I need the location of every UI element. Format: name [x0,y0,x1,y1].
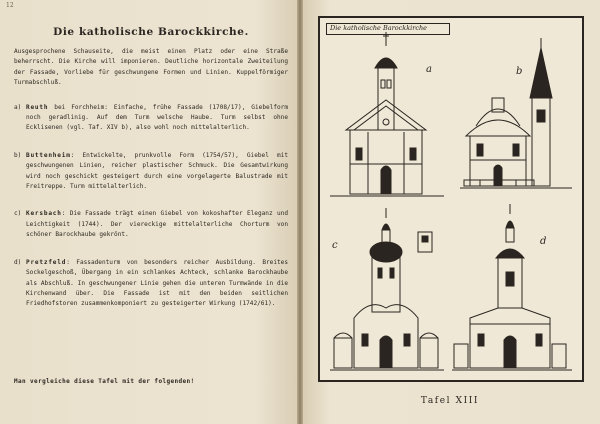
entry-label: a) [14,103,22,111]
entry-pretzfeld [14,258,288,310]
drawing-label-c: c [332,240,338,251]
entry-kersbach [14,209,288,240]
entry-description: bei Forchheim: Einfache, frühe Fassade (1708/17), Giebelform noch geradlinig. Auf dem Turm welsche Haube. Turm selbst ohne Ecklisenen (vgl. Taf. XIV b), also wohl noch mittelalterlich. [26,103,288,132]
entry-text [26,258,288,310]
entry-description: : Entwickelte, prunkvolle Form (1754/57), Giebel mit geschwungenen Linien, reicher plastischer Schmuck. Die Gesamtwirkung wird noch geschickt gesteigert durch eine vorgelagerte Balustrade mit Freitreppe. Turm mittelalterlich. [26,151,288,191]
entry-place: Reuth [26,103,49,111]
page-number: 12 [6,2,14,9]
intro-paragraph: Ausgesprochene Schauseite, die meist einen Platz oder eine Straße beherrscht. Die Kirche will imponieren. Deutliche horizontale Zweiteilung der Fassade, Vorliebe für geschwungene Formen und Linien. Kuppelförmiger Turmabschluß. [14,48,288,87]
entry-text [26,209,288,240]
plate-caption: Tafel XIII [420,396,480,406]
church-b-buttenheim [464,38,552,186]
plate-frame [318,16,584,382]
plate-header-text: Die katholische Barockkirche [330,24,428,32]
entry-reuth [14,103,288,134]
entry-label: b) [14,151,22,159]
entry-buttenheim [14,151,288,193]
entry-place: Buttenheim [26,151,71,159]
page-title: Die katholische Barockkirche. [53,26,249,38]
drawing-label-b: b [516,66,523,77]
entry-place: Pretzfeld [26,258,67,266]
church-a-reuth [346,32,426,194]
entry-label: c) [14,210,22,218]
entry-text [26,103,288,134]
drawing-label-d: d [540,236,547,247]
right-page [300,0,600,424]
footer-note: Man vergleiche diese Tafel mit der folgenden! [14,378,195,385]
entry-description: : Fassadenturm von besonders reicher Ausbildung. Breites Sockelgeschoß, Übergang in ein schlankes Achteck, schlanke Barockhaube als Abschluß. In geschwungener Linie gehen die unteren Turmwände in die Kirchenwand über. Die Fassade ist mit den beiden seitlichen Friedhofstoren zusammenkomponiert zu gesteigerter Wirkung (1742/61). [26,258,288,308]
drawing-label-a: a [426,64,432,75]
entry-description: : Die Fassade trägt einen Giebel von kokoshafter Eleganz und Leichtigkeit (1744). Der viereckige mittelalterliche Chorturm von schöner Barockhaube gekrönt. [26,210,288,239]
church-drawings [320,18,582,380]
church-d-pretzfeld [454,204,566,368]
church-c-kersbach [334,208,438,368]
entry-place: Kersbach [26,210,62,218]
entry-label: d) [14,258,22,266]
entry-text [26,151,288,193]
book-gutter [297,0,303,424]
